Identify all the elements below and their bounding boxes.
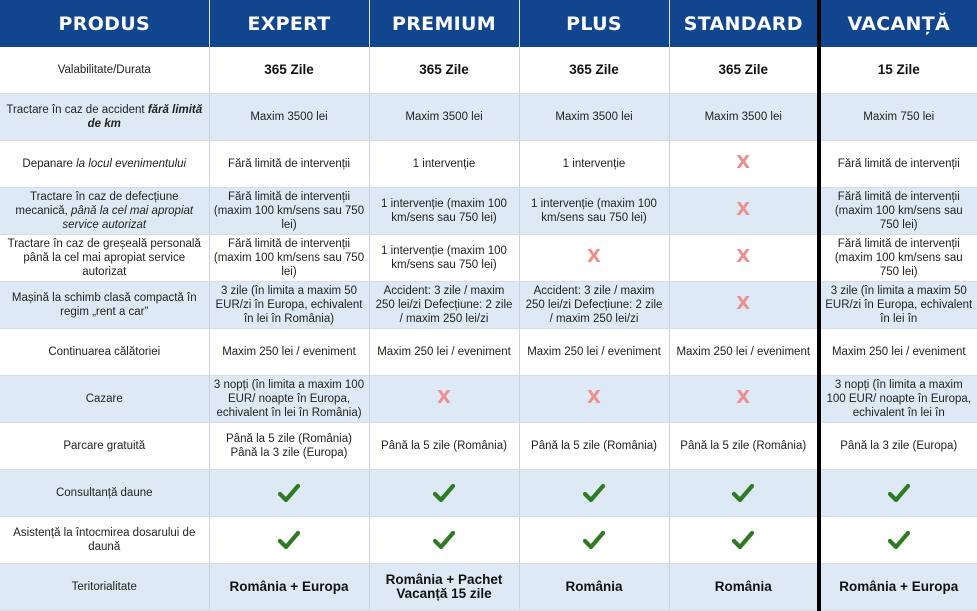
x-icon: X — [736, 246, 751, 267]
cell-value: Maxim 250 lei / eveniment — [819, 329, 977, 376]
cell-value — [519, 235, 669, 282]
cell-value: Maxim 3500 lei — [669, 94, 819, 141]
row-label: Mașină la schimb clasă compactă în regim „rent a car” — [0, 282, 209, 329]
cell-value: 365 Zile — [209, 47, 369, 94]
cell-value: Până la 5 zile (România) Până la 3 zile (Europa) — [209, 423, 369, 470]
cell-value: 1 intervenție — [369, 141, 519, 188]
header-row — [0, 0, 977, 47]
row-label: Consultanță daune — [0, 470, 209, 517]
row-label: Valabilitate/Durata — [0, 47, 209, 94]
check-icon — [374, 530, 515, 550]
table-row — [0, 423, 977, 470]
check-icon — [214, 483, 365, 503]
cell-value — [669, 517, 819, 564]
cell-value — [669, 470, 819, 517]
cell-value: Maxim 250 lei / eveniment — [209, 329, 369, 376]
table-row — [0, 141, 977, 188]
x-icon: X — [736, 152, 751, 173]
cell-value — [519, 517, 669, 564]
x-icon: X — [736, 293, 751, 314]
cell-value — [669, 376, 819, 423]
cell-value — [209, 517, 369, 564]
cell-value: România + Europa — [209, 564, 369, 611]
cell-value — [209, 470, 369, 517]
check-icon — [825, 530, 973, 550]
cell-value — [819, 517, 977, 564]
check-icon — [825, 483, 973, 503]
cell-text: 3 zile (în limita a maxim 50 EUR/zi în Europa, echivalent în lei în — [825, 285, 973, 325]
check-icon — [374, 483, 515, 503]
check-icon — [214, 530, 365, 550]
cell-value: Maxim 750 lei — [819, 94, 977, 141]
cell-value: 1 intervenție (maxim 100 km/sens sau 750 lei) — [369, 188, 519, 235]
row-label: Tractare în caz de greșeală personală până la cel mai apropiat service autorizat — [0, 235, 209, 282]
row-label-text: Tractare în caz de defecțiune mecanică, — [15, 191, 179, 217]
cell-value: Maxim 3500 lei — [519, 94, 669, 141]
cell-value: Maxim 250 lei / eveniment — [519, 329, 669, 376]
table-row — [0, 94, 977, 141]
cell-value: Fără limită de intervenții (maxim 100 km/sens sau 750 lei) — [819, 235, 977, 282]
cell-value: Până la 3 zile (Europa) — [819, 423, 977, 470]
cell-text: 3 nopți (în limita a maxim 100 EUR/ noapte în Europa, echivalent în lei în — [826, 379, 971, 419]
cell-value: Fără limită de intervenții (maxim 100 km/sens sau 750 lei) — [209, 188, 369, 235]
x-icon: X — [736, 387, 751, 408]
header-premium: PREMIUM — [369, 0, 519, 47]
table-row — [0, 564, 977, 611]
cell-value: Fără limită de intervenții — [209, 141, 369, 188]
cell-value — [369, 470, 519, 517]
cell-value: Maxim 3500 lei — [209, 94, 369, 141]
table-row — [0, 235, 977, 282]
row-label-text: Tractare în caz de accident — [6, 104, 148, 116]
header-plus: PLUS — [519, 0, 669, 47]
table-row — [0, 470, 977, 517]
table-row — [0, 188, 977, 235]
row-label: Continuarea călătoriei — [0, 329, 209, 376]
check-icon — [524, 483, 665, 503]
x-icon: X — [437, 387, 451, 408]
table-row — [0, 282, 977, 329]
header-expert: EXPERT — [209, 0, 369, 47]
header-vacanta: VACANȚĂ — [819, 0, 977, 47]
cell-value: Accident: 3 zile / maxim 250 lei/zi Defecțiune: 2 zile / maxim 250 lei/zi — [519, 282, 669, 329]
header-standard: STANDARD — [669, 0, 819, 47]
cell-value: Accident: 3 zile / maxim 250 lei/zi Defecțiune: 2 zile / maxim 250 lei/zi — [369, 282, 519, 329]
row-label-emphasis: la locul evenimentului — [76, 158, 187, 170]
cell-value — [669, 282, 819, 329]
cell-value: Maxim 3500 lei — [369, 94, 519, 141]
cell-value: România — [519, 564, 669, 611]
x-icon: X — [587, 387, 601, 408]
cell-value — [819, 376, 977, 423]
row-label: Asistență la întocmirea dosarului de daună — [0, 517, 209, 564]
cell-value: 3 zile (în limita a maxim 50 EUR/zi în Europa, echivalent în lei în România) — [209, 282, 369, 329]
table-row — [0, 376, 977, 423]
x-icon: X — [736, 199, 751, 220]
row-label: Parcare gratuită — [0, 423, 209, 470]
cell-value: Până la 5 zile (România) — [669, 423, 819, 470]
cell-value — [819, 282, 977, 329]
check-icon — [524, 530, 665, 550]
check-icon — [674, 483, 814, 503]
cell-value: Până la 5 zile (România) — [369, 423, 519, 470]
row-label — [0, 141, 209, 188]
cell-value: 15 Zile — [819, 47, 977, 94]
cell-value — [369, 376, 519, 423]
x-icon: X — [587, 246, 601, 267]
row-label-emphasis: până la cel mai apropiat service autorizat — [62, 205, 194, 231]
table-row — [0, 517, 977, 564]
cell-value — [519, 470, 669, 517]
cell-value — [819, 470, 977, 517]
cell-value: Maxim 250 lei / eveniment — [669, 329, 819, 376]
cell-value — [369, 517, 519, 564]
table-row — [0, 329, 977, 376]
cell-value: 1 intervenție (maxim 100 km/sens sau 750 lei) — [519, 188, 669, 235]
cell-value — [669, 235, 819, 282]
row-label: Teritorialitate — [0, 564, 209, 611]
cell-value: Fără limită de intervenții (maxim 100 km/sens sau 750 lei) — [819, 188, 977, 235]
cell-value: Fără limită de intervenții (maxim 100 km/sens sau 750 lei) — [209, 235, 369, 282]
cell-value: 365 Zile — [519, 47, 669, 94]
header-produs: PRODUS — [0, 0, 209, 47]
cell-value: 1 intervenție (maxim 100 km/sens sau 750 lei) — [369, 235, 519, 282]
cell-value: Până la 5 zile (România) — [519, 423, 669, 470]
row-label — [0, 94, 209, 141]
cell-value: România + Pachet Vacanță 15 zile — [369, 564, 519, 611]
cell-value: 3 nopți (în limita a maxim 100 EUR/ noapte în Europa, echivalent în lei în România) — [209, 376, 369, 423]
cell-value: 365 Zile — [669, 47, 819, 94]
check-icon — [674, 530, 814, 550]
cell-value: 1 intervenție — [519, 141, 669, 188]
cell-value: Maxim 250 lei / eveniment — [369, 329, 519, 376]
cell-value — [519, 376, 669, 423]
table-row — [0, 47, 977, 94]
row-label — [0, 188, 209, 235]
cell-value — [669, 141, 819, 188]
cell-value: Fără limită de intervenții — [819, 141, 977, 188]
row-label: Cazare — [0, 376, 209, 423]
cell-value — [669, 188, 819, 235]
row-label-emphasis: fără limită de km — [87, 104, 203, 130]
cell-value: România + Europa — [819, 564, 977, 611]
row-label-text: Depanare — [22, 158, 77, 170]
cell-value: 365 Zile — [369, 47, 519, 94]
cell-value: România — [669, 564, 819, 611]
